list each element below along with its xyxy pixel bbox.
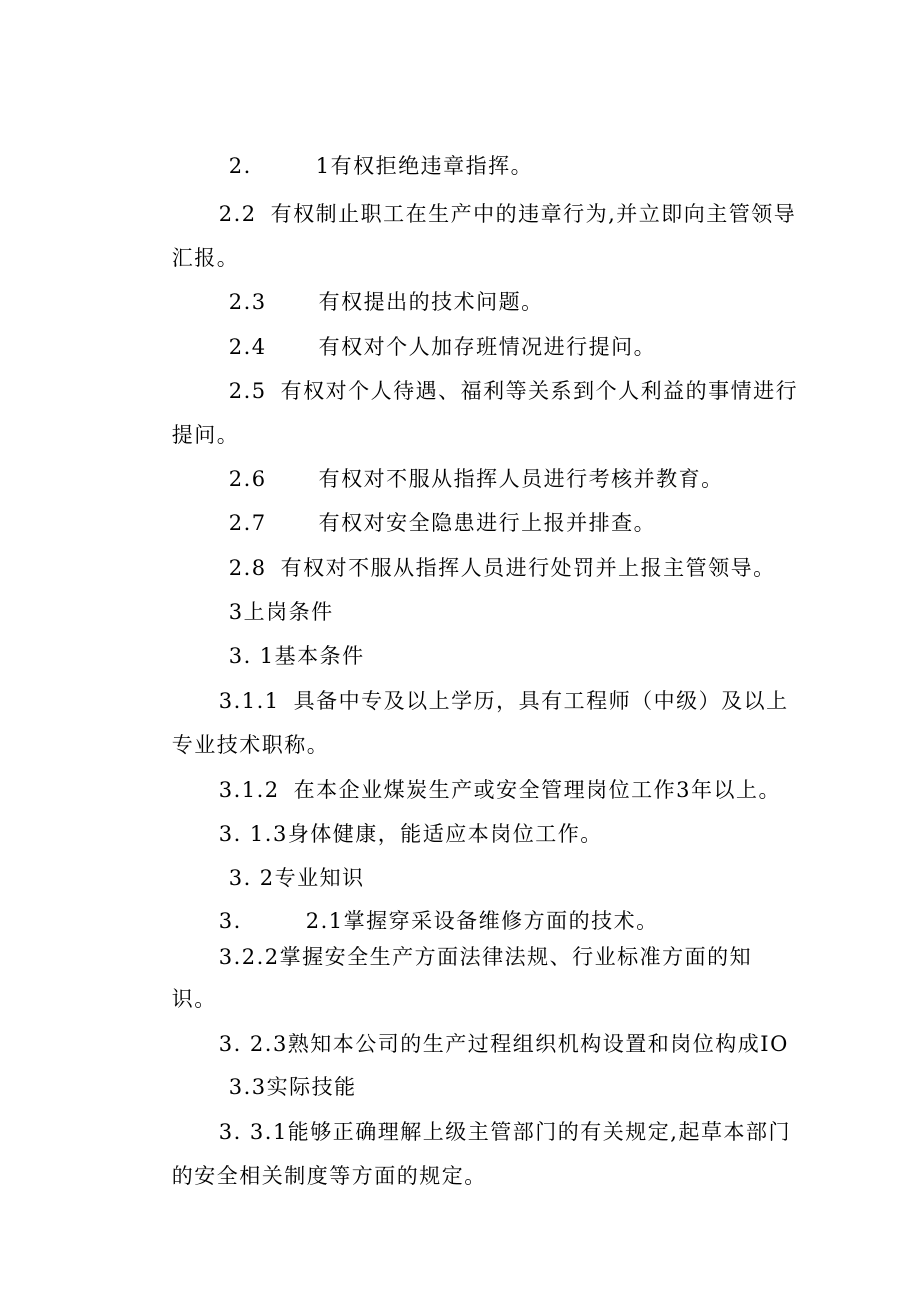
paragraph-2-2	[186, 178, 796, 250]
clause-number: 3.	[218, 909, 242, 933]
clause-text: 有权对不服从指挥人员进行考核并教育。	[318, 467, 724, 491]
clause-number: 2.3	[228, 290, 267, 314]
clause-number: 3.	[228, 644, 252, 668]
paragraph-3-2-2	[186, 921, 752, 993]
section-title: 3上岗条件	[228, 600, 334, 624]
clause-text: 的安全相关制度等方面的规定。	[171, 1164, 487, 1188]
clause-number: 2.	[228, 154, 252, 178]
clause-text: 在本企业煤炭生产或安全管理岗位工作3年以上。	[293, 778, 781, 802]
clause-text: 有权对个人待遇、福利等关系到个人利益的事情进行	[280, 379, 799, 403]
clause-text: 2.1掌握穿采设备维修方面的技术。	[305, 909, 659, 933]
clause-number: 3.1.2	[218, 778, 280, 802]
paragraph-continuation	[139, 1140, 487, 1212]
clause-text: 具备中专及以上学历，具有工程师（中级）及以上	[293, 689, 789, 713]
clause-text: 2专业知识	[259, 866, 365, 890]
clause-text: 有权对个人加存班情况进行提问。	[318, 335, 657, 359]
clause-number: 2.5	[228, 379, 267, 403]
clause-text: 1有权拒绝违章指挥。	[315, 154, 534, 178]
clause-text: 有权对不服从指挥人员进行处罚并上报主管领导。	[280, 556, 776, 580]
clause-text: 3. 3.1能够正确理解上级主管部门的有关规定,起草本部门	[218, 1120, 791, 1144]
clause-number: 2.8	[228, 556, 267, 580]
clause-text: 有权对安全隐患进行上报并排查。	[318, 511, 657, 535]
clause-number: 2.4	[228, 335, 267, 359]
clause-text: 3.2.2掌握安全生产方面法律法规、行业标准方面的知	[218, 945, 753, 969]
clause-text: 身体健康，能适应本岗位工作。	[287, 822, 603, 846]
clause-text: 3. 2.3熟知本公司的生产过程组织机构设置和岗位构成IO	[218, 1032, 789, 1056]
clause-number: 3. 1.3	[218, 822, 288, 846]
clause-number: 2.6	[228, 467, 267, 491]
clause-number: 2.2	[218, 202, 257, 226]
clause-text: 提问。	[171, 423, 240, 447]
clause-text: 1基本条件	[259, 644, 365, 668]
clause-text: 有权制止职工在生产中的违章行为,并立即向主管领导	[270, 202, 797, 226]
clause-number: 3.	[228, 866, 252, 890]
clause-number: 2.7	[228, 511, 267, 535]
clause-text: 汇报。	[171, 246, 240, 270]
clause-number: 3.1.1	[218, 689, 280, 713]
clause-text: 有权提出的技术问题。	[318, 290, 544, 314]
clause-text: 3.3实际技能	[228, 1075, 357, 1099]
paragraph-2-5	[196, 355, 798, 427]
clause-text: 专业技术职称。	[171, 733, 330, 757]
clause-text: 识。	[171, 987, 217, 1011]
